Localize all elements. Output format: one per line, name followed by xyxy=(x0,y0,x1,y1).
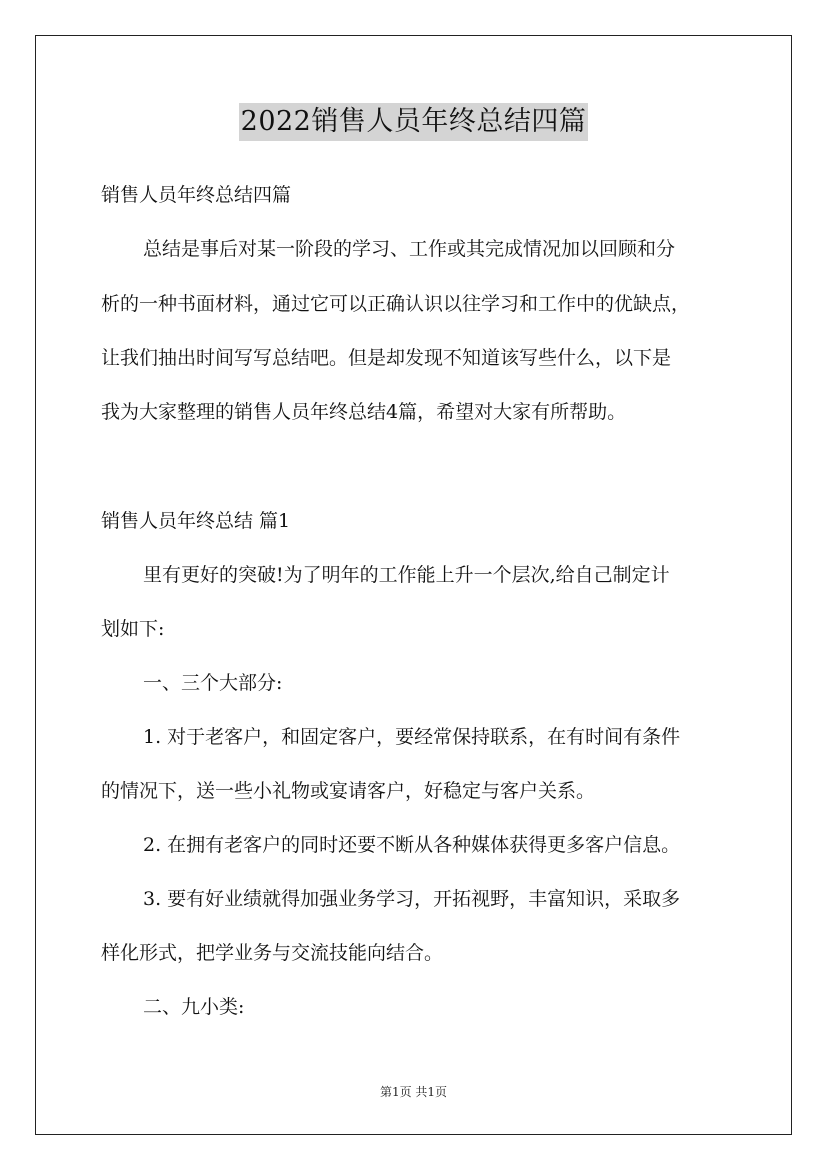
body-line-8: 样化形式，把学业务与交流技能向结合。 xyxy=(101,942,444,964)
title-container xyxy=(0,103,827,141)
body-line-9: 二、九小类: xyxy=(143,996,245,1018)
document-title: 2022销售人员年终总结四篇 xyxy=(239,103,589,141)
body-line-6: 2. 在拥有老客户的同时还要不断从各种媒体获得更多客户信息。 xyxy=(143,834,681,856)
intro-line-1: 总结是事后对某一阶段的学习、工作或其完成情况加以回顾和分 xyxy=(143,238,676,260)
body-line-7: 3. 要有好业绩就得加强业务学习，开拓视野，丰富知识，采取多 xyxy=(143,888,681,910)
body-line-3: 一、三个大部分: xyxy=(143,672,283,694)
intro-line-2: 析的一种书面材料，通过它可以正确认识以往学习和工作中的优缺点， xyxy=(101,293,691,315)
body-line-4: 1. 对于老客户，和固定客户，要经常保持联系，在有时间有条件 xyxy=(143,726,681,748)
page-footer: 第1页 共1页 xyxy=(379,1085,448,1099)
section-heading: 销售人员年终总结 篇1 xyxy=(101,510,291,532)
intro-line-4: 我为大家整理的销售人员年终总结4篇，希望对大家有所帮助。 xyxy=(101,401,627,423)
body-line-5: 的情况下，送一些小礼物或宴请客户，好稳定与客户关系。 xyxy=(101,780,596,802)
intro-line-3: 让我们抽出时间写写总结吧。但是却发现不知道该写些什么，以下是 xyxy=(101,347,672,369)
document-subtitle: 销售人员年终总结四篇 xyxy=(101,184,292,206)
body-line-2: 划如下: xyxy=(101,618,165,640)
body-line-1: 里有更好的突破!为了明年的工作能上升一个层次,给自己制定计 xyxy=(143,564,670,586)
